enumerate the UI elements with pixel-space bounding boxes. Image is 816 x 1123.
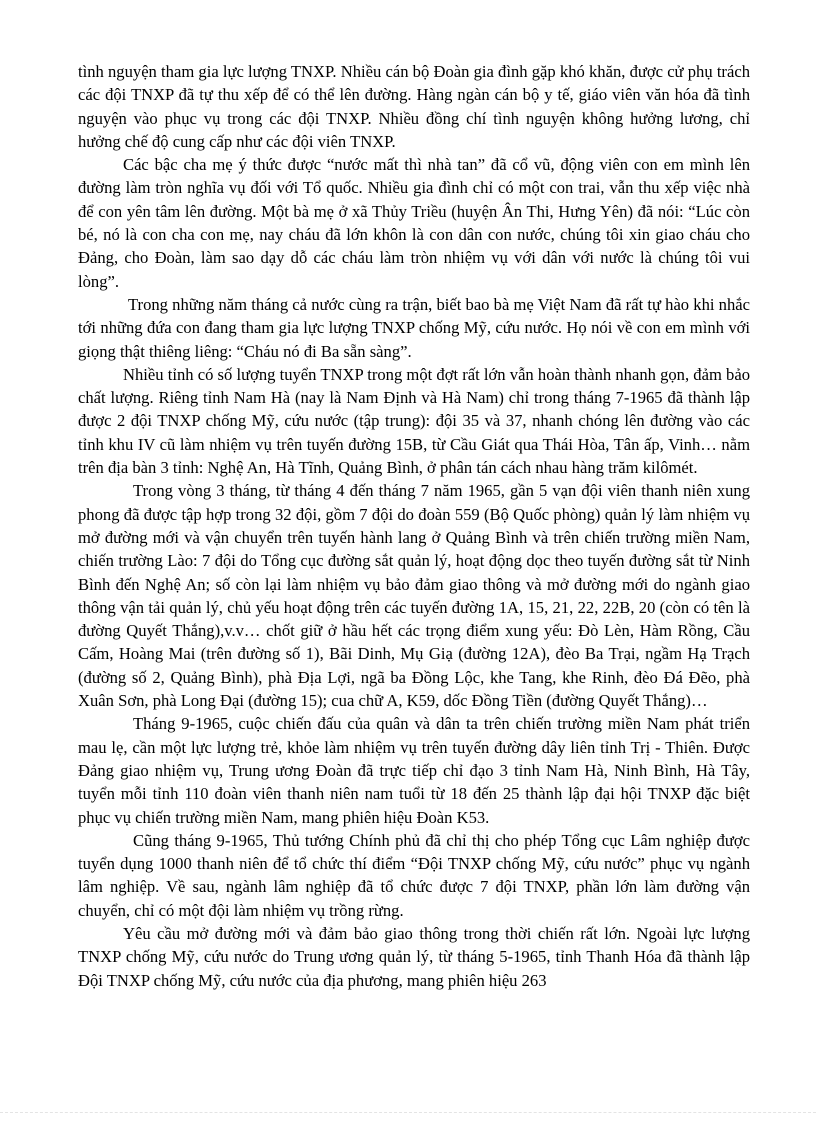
- paragraph: Nhiều tỉnh có số lượng tuyển TNXP trong một đợt rất lớn vẫn hoàn thành nhanh gọn, đảm bảo chất lượng. Riêng tỉnh Nam Hà (nay là Nam Định và Hà Nam) chỉ trong tháng 7-1965 đã thành lập được 2 đội TNXP chống Mỹ, cứu nước (tập trung): đội 35 và 37, nhanh chóng lên đường vào các tỉnh khu IV cũ làm nhiệm vụ trên tuyến đường 15B, từ Cầu Giát qua Thái Hòa, Tân ấp, Vinh… nằm trên địa bàn 3 tỉnh: Nghệ An, Hà Tĩnh, Quảng Bình, ở phân tán cách nhau hàng trăm kilômét.: [78, 364, 750, 478]
- body-text: [78, 60, 750, 992]
- paragraph: Tháng 9-1965, cuộc chiến đấu của quân và dân ta trên chiến trường miền Nam phát triển mau lẹ, cần một lực lượng trẻ, khỏe làm nhiệm vụ trên tuyến đường dây liên tỉnh Trị - Thiên. Được Đảng giao nhiệm vụ, Trung ương Đoàn đã trực tiếp chỉ đạo 3 tỉnh Nam Hà, Ninh Bình, Hà Tây, tuyển mỗi tỉnh 110 đoàn viên thanh niên nam tuổi từ 18 đến 25 thành lập đại hội TNXP đặc biệt phục vụ chiến trường miền Nam, mang phiên hiệu Đoàn K53.: [78, 714, 750, 827]
- paragraph: Cũng tháng 9-1965, Thủ tướng Chính phủ đã chỉ thị cho phép Tổng cục Lâm nghiệp được tuyển dụng 1000 thanh niên để tổ chức thí điểm “Đội TNXP chống Mỹ, cứu nước” phục vụ ngành lâm nghiệp. Về sau, ngành lâm nghiệp đã tổ chức được 7 đội TNXP, phần lớn làm đường vận chuyển, chỉ có một đội làm nhiệm vụ trồng rừng.: [78, 830, 750, 920]
- paragraph: Trong những năm tháng cả nước cùng ra trận, biết bao bà mẹ Việt Nam đã rất tự hào khi nhắc tới những đứa con đang tham gia lực lượng TNXP chống Mỹ, cứu nước. Họ nói về con em mình với giọng thật thiêng liêng: “Cháu nó đi Ba sẵn sàng”.: [78, 294, 750, 361]
- paragraph: Trong vòng 3 tháng, từ tháng 4 đến tháng 7 năm 1965, gần 5 vạn đội viên thanh niên xung phong đã được tập hợp trong 32 đội, gồm 7 đội do đoàn 559 (Bộ Quốc phòng) quản lý làm nhiệm vụ mở đường mới và vận chuyển trên tuyến hành lang ở Quảng Bình và trên chiến trường miền Nam, chiến trường Lào: 7 đội do Tổng cục đường sắt quản lý, hoạt động dọc theo tuyến đường sắt từ Ninh Bình đến Nghệ An; số còn lại làm nhiệm vụ bảo đảm giao thông và mở đường mới do ngành giao thông vận tải quản lý, chủ yếu hoạt động trên các tuyến đường 1A, 15, 21, 22, 22B, 20 (còn có tên là đường Quyết Thắng),v.v… chốt giữ ở hầu hết các trọng điểm xung yếu: Đò Lèn, Hàm Rồng, Cầu Cấm, Hoàng Mai (trên đường số 1), Bãi Dinh, Mụ Giạ (đường 12A), đèo Ba Trại, ngầm Hạ Trạch (đường số 2, Quảng Bình), phà Địa Lợi, ngã ba Đồng Lộc, khe Tang, khe Rinh, đèo Đá Đẽo, phà Xuân Sơn, phà Long Đại (đường 15); cua chữ A, K59, dốc Đồng Tiền (đường Quyết Thắng)…: [78, 481, 750, 711]
- paragraph: Các bậc cha mẹ ý thức được “nước mất thì nhà tan” đã cổ vũ, động viên con em mình lên đường làm tròn nghĩa vụ đối với Tổ quốc. Nhiều gia đình chỉ có một con trai, vẫn thu xếp việc nhà để con yên tâm lên đường. Một bà mẹ ở xã Thủy Triều (huyện Ân Thi, Hưng Yên) đã nói: “Lúc còn bé, nó là con cha con mẹ, nay cháu đã lớn khôn là con dân con nước, chúng tôi xin giao cháu cho Đảng, cho Đoàn, làm sao dạy dỗ các cháu làm tròn nhiệm vụ với dân với nước là chúng tôi vui lòng”.: [78, 155, 750, 291]
- paragraph: Yêu cầu mở đường mới và đảm bảo giao thông trong thời chiến rất lớn. Ngoài lực lượng TNXP chống Mỹ, cứu nước do Trung ương quản lý, từ tháng 5-1965, tỉnh Thanh Hóa đã thành lập Đội TNXP chống Mỹ, cứu nước của địa phương, mang phiên hiệu 263: [78, 923, 750, 990]
- page-bottom-divider: [0, 1112, 816, 1113]
- paragraph: tình nguyện tham gia lực lượng TNXP. Nhiều cán bộ Đoàn gia đình gặp khó khăn, được cử phụ trách các đội TNXP đã tự thu xếp để có thể lên đường. Hàng ngàn cán bộ y tế, giáo viên văn hóa đã tình nguyện vào phục vụ trong các đội TNXP. Nhiều đồng chí tình nguyện không hưởng lương, chỉ hưởng chế độ cung cấp như các đội viên TNXP.: [78, 62, 750, 151]
